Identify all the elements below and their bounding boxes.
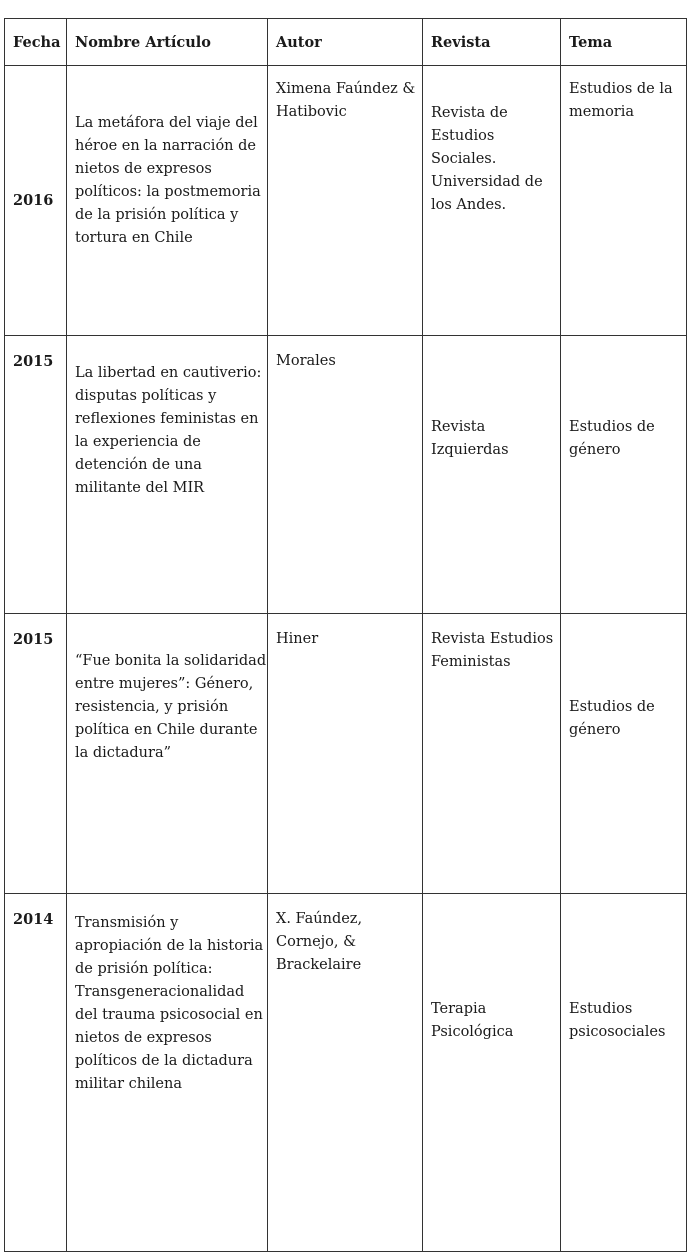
- cell-tema: Estudios psicosociales: [569, 1001, 666, 1040]
- cell-nombre: Transmisión y apropiación de la historia de prisión política: Transgeneracionalidad del trauma psicosocial en nietos de expresos políticos de la dictadura militar chilena: [75, 915, 264, 1092]
- header-fecha: Fecha: [5, 19, 67, 66]
- cell-tema: Estudios de género: [569, 419, 655, 458]
- header-tema: Tema: [561, 19, 687, 66]
- header-row: [5, 19, 687, 66]
- cell-fecha: 2014: [13, 911, 54, 928]
- articles-table: [4, 18, 687, 1252]
- table-row: [5, 614, 687, 894]
- cell-autor: Hiner: [276, 631, 319, 647]
- cell-revista: Terapia Psicológica: [431, 1001, 514, 1040]
- cell-nombre: La libertad en cautiverio: disputas políticas y reflexiones feministas en la experiencia de detención de una militante del MIR: [75, 365, 262, 496]
- table-row: [5, 894, 687, 1252]
- cell-nombre: “Fue bonita la solidaridad entre mujeres”: Género, resistencia, y prisión política en Chile durante la dictadura”: [75, 653, 267, 761]
- header-autor: Autor: [268, 19, 423, 66]
- cell-autor: X. Faúndez, Cornejo, & Brackelaire: [276, 911, 363, 973]
- cell-fecha: 2015: [13, 631, 54, 648]
- cell-tema: Estudios de la memoria: [569, 81, 673, 120]
- header-nombre: Nombre Artículo: [67, 19, 268, 66]
- table-row: [5, 336, 687, 614]
- cell-tema: Estudios de género: [569, 699, 655, 738]
- cell-revista: Revista de Estudios Sociales. Universidad de los Andes.: [431, 105, 543, 213]
- cell-revista: Revista Izquierdas: [431, 419, 509, 458]
- cell-revista: Revista Estudios Feministas: [431, 631, 554, 670]
- cell-fecha: 2015: [13, 353, 54, 370]
- cell-nombre: La metáfora del viaje del héroe en la narración de nietos de expresos políticos: la postmemoria de la prisión política y tortura en Chile: [75, 115, 261, 246]
- cell-autor: Morales: [276, 353, 336, 369]
- table-row: [5, 66, 687, 336]
- header-revista: Revista: [423, 19, 561, 66]
- cell-fecha: 2016: [13, 192, 54, 209]
- cell-autor: Ximena Faúndez & Hatibovic: [276, 81, 416, 120]
